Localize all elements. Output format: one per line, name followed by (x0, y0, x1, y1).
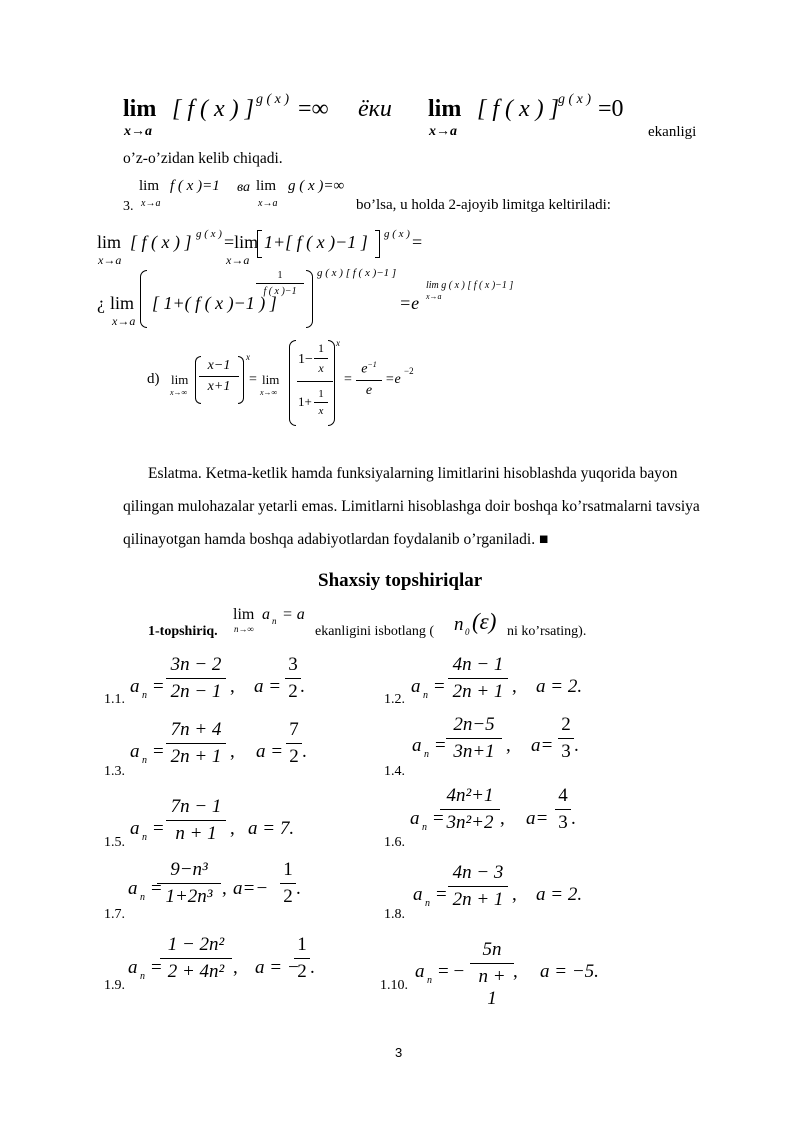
fraction-bar (356, 380, 382, 381)
sequence-subscript: n (140, 892, 145, 903)
lim-subscript-2: x→a (429, 124, 457, 139)
left-expression: [ f ( x ) ] (130, 232, 192, 252)
period: . (300, 676, 305, 697)
limit-value: = a (282, 606, 305, 623)
numerator: 1 (318, 341, 324, 355)
fraction (199, 358, 239, 395)
comma: , (230, 676, 235, 697)
inner-expression: 1+[ f ( x )−1 ] (264, 232, 368, 252)
fraction-bar (314, 402, 328, 403)
comma: , (230, 741, 235, 762)
fraction-bar (166, 678, 226, 679)
fraction (470, 939, 514, 1010)
comma: , (233, 957, 238, 978)
equals-e: =e (385, 372, 401, 387)
fraction-bar (160, 958, 232, 959)
limit-value: a= (531, 735, 554, 756)
fraction (448, 862, 508, 911)
period: . (302, 741, 307, 762)
fraction (166, 796, 226, 845)
denominator: x (318, 405, 324, 417)
sequence-term: a (415, 961, 425, 982)
limit-fraction (280, 859, 296, 908)
sequence-term: a (411, 676, 421, 697)
limit-value: a = (254, 676, 282, 697)
limit-value: a = 2. (536, 676, 583, 697)
fraction (448, 654, 508, 703)
outer-exponent: g ( x ) [ f ( x )−1 ] (317, 267, 397, 279)
denominator: x+1 (207, 379, 231, 394)
limit-value: a= (526, 808, 549, 829)
fraction-bar (314, 358, 328, 359)
fraction (440, 785, 500, 834)
right-paren-2 (328, 340, 335, 426)
fraction (157, 859, 221, 908)
inner-expression: [ 1+( f ( x )−1 ) ] (152, 293, 277, 313)
fraction-bar (448, 678, 508, 679)
exercise-number: 1.9. (104, 978, 125, 993)
left-bracket (257, 230, 262, 258)
sequence-term: a (128, 957, 138, 978)
lim-subscript: x→∞ (170, 388, 188, 397)
fraction-bar (448, 886, 508, 887)
lim-label: lim (233, 606, 255, 623)
denominator: 2n + 1 (452, 681, 504, 702)
limit-value: a=− (233, 878, 269, 899)
sequence-subscript: n (423, 690, 428, 701)
limit-fraction (294, 934, 310, 983)
equals-infinity: =∞ (298, 96, 329, 122)
denominator: x (318, 361, 324, 375)
note-line-3: qilinayotgan hamda boshqa adabiyotlardan foydalanib o’rganiladi. ■ (123, 531, 549, 548)
sequence-term: a (410, 808, 420, 829)
sequence-term: a (128, 878, 138, 899)
item-number: 3. (123, 199, 134, 214)
equals-sign: = (151, 957, 162, 978)
equals-sign: = (249, 372, 257, 387)
fraction (166, 654, 226, 703)
comma: , (222, 878, 227, 899)
result-fraction (356, 360, 382, 399)
denominator: 3 (558, 812, 568, 833)
item-label: d) (147, 371, 160, 387)
period: . (574, 735, 579, 756)
sequence-subscript: n (427, 975, 432, 986)
sequence-term: a (130, 818, 140, 839)
exercise-number: 1.1. (104, 692, 125, 707)
inner-exponent-fraction (256, 270, 304, 297)
prefix-symbol: ¿ (97, 293, 105, 313)
inner-denominator-fraction (314, 388, 328, 417)
and-word: ва (237, 180, 250, 195)
fraction-bar (166, 820, 226, 821)
lim-subscript-2: x→∞ (260, 388, 278, 397)
limit-value: a = (256, 741, 284, 762)
numerator: 5n (482, 939, 502, 960)
inner-denominator-prefix: 1+ (298, 394, 312, 409)
limit-fraction (286, 719, 302, 768)
equals-sign: = (412, 232, 423, 252)
numerator: 3 (288, 654, 298, 675)
inner-numerator-fraction (314, 341, 328, 376)
numerator: x−1 (207, 358, 231, 373)
condition-1: f ( x )=1 (170, 178, 220, 194)
numerator: 9−n³ (170, 859, 208, 880)
result-exponent: −2 (404, 366, 414, 376)
denominator: 1+2n³ (165, 886, 213, 907)
note-line-2: qilingan mulohazalar yetarli emas. Limitlarni hisoblashga doir boshqa ko’rsatmalarni tavsiya (123, 498, 700, 515)
comma: , (513, 961, 518, 982)
denominator: 3 (561, 741, 571, 762)
section-title: Shaxsiy topshiriqlar (318, 570, 483, 591)
limit-value: a = 7. (248, 818, 295, 839)
limit-value: a = − (255, 957, 300, 978)
fraction-bar (285, 678, 301, 679)
comma: , (512, 676, 517, 697)
exercise-number: 1.10. (380, 978, 408, 993)
sequence-subscript: n (142, 755, 147, 766)
ekanligi-text: ekanligi (648, 124, 697, 140)
denominator: n + 1 (175, 823, 217, 844)
limit-fraction (285, 654, 301, 703)
lim-label-2: lim (256, 178, 277, 194)
sequence-term: a (412, 735, 422, 756)
limit-fraction (555, 785, 571, 834)
task-label: 1-topshiriq. (148, 624, 218, 639)
sequence-subscript: n (424, 749, 429, 760)
fraction (166, 719, 226, 768)
fraction-bar (166, 743, 226, 744)
exercise-number: 1.6. (384, 835, 405, 850)
page-number: 3 (395, 1045, 403, 1060)
lim-subscript: x→a (112, 314, 136, 328)
exercise-number: 1.2. (384, 692, 405, 707)
task-text: ekanligini isbotlang ( (315, 624, 434, 639)
n0-subscript: 0 (465, 627, 470, 637)
fraction (446, 714, 502, 763)
task-text-end: ni ko’rsating). (507, 624, 587, 639)
lim-label: lim (97, 232, 122, 252)
fraction-bar (555, 809, 571, 810)
lim-label: lim (171, 372, 189, 387)
fraction-bar (470, 963, 514, 964)
equals-lim: =lim (224, 232, 259, 252)
equals-sign: = (151, 878, 162, 899)
equals-sign: = (435, 735, 446, 756)
comma: , (506, 735, 511, 756)
denominator: 2n + 1 (452, 889, 504, 910)
fraction-numerator: 1 (277, 270, 283, 281)
numerator: 7n + 4 (170, 719, 222, 740)
lim-subscript: x→a (124, 124, 152, 139)
fraction-bar (256, 283, 304, 284)
lim-label-2: lim (262, 372, 280, 387)
equals-zero: =0 (598, 96, 624, 122)
limit-value: a = 2. (536, 884, 583, 905)
equals-sign: = − (438, 961, 465, 982)
sequence-subscript: n (142, 832, 147, 843)
denominator: 2 + 4n² (167, 961, 225, 982)
lim-subscript: x→a (141, 198, 161, 209)
right-paren (238, 356, 244, 404)
sequence-subscript: n (140, 971, 145, 982)
bracket-expression: [ f ( x ) ] (172, 96, 254, 122)
numerator: 4n − 3 (452, 862, 504, 883)
numerator: 1 (283, 859, 293, 880)
numerator: 1 − 2n² (167, 934, 225, 955)
lim-subscript: n→∞ (234, 624, 254, 634)
item-text: bo’lsa, u holda 2-ajoyib limitga keltiriladi: (356, 197, 611, 213)
fraction-bar (440, 809, 500, 810)
numerator: $e^{-1}$ (361, 360, 377, 377)
lim-label: lim (110, 293, 135, 313)
fraction (160, 934, 232, 983)
exponent: g ( x ) (256, 92, 290, 107)
note-line-1: Eslatma. Ketma-ketlik hamda funksiyalarning limitlarini hisoblashda yuqorida bayon (148, 465, 678, 482)
exercise-number: 1.5. (104, 835, 125, 850)
fraction-denominator: f ( x )−1 (263, 286, 297, 297)
period: . (571, 808, 576, 829)
comma: , (512, 884, 517, 905)
fraction-bar (280, 883, 296, 884)
or-word: ёки (358, 96, 392, 122)
equals-sign-2: = (344, 372, 352, 387)
exercise-number: 1.3. (104, 764, 125, 779)
e-exponent: lim g ( x ) [ f ( x )−1 ] (426, 280, 514, 291)
inner-numerator-prefix: 1− (298, 352, 313, 367)
exercise-number: 1.8. (384, 907, 405, 922)
denominator: n + 1 (478, 966, 506, 1009)
period: . (310, 957, 315, 978)
sequence-term: a (130, 676, 140, 697)
exercise-number: 1.4. (384, 764, 405, 779)
fraction-bar (286, 743, 302, 744)
lim-subscript-2: x→a (258, 198, 278, 209)
lim-label-2: lim (428, 96, 462, 122)
lim-label: lim (123, 96, 157, 122)
equals-sign: = (153, 818, 164, 839)
sequence-term: a (262, 606, 270, 623)
denominator: 2n − 1 (170, 681, 222, 702)
sequence-subscript: n (142, 690, 147, 701)
denominator: 2 (288, 681, 298, 702)
comma: , (500, 808, 505, 829)
limit-value: a = −5. (540, 961, 599, 982)
limit-fraction (558, 714, 574, 763)
fraction-bar (294, 958, 310, 959)
period: . (296, 878, 301, 899)
sequence-subscript: n (272, 616, 277, 626)
paragraph-line: o’z-o’zidan kelib chiqadi. (123, 150, 283, 167)
denominator: 2 (283, 886, 293, 907)
sequence-term: a (130, 741, 140, 762)
n0-symbol: n (454, 614, 464, 635)
numerator: 2 (561, 714, 571, 735)
sequence-subscript: n (425, 898, 430, 909)
right-bracket (375, 230, 380, 258)
sequence-term: a (413, 884, 423, 905)
equals-sign: = (434, 676, 445, 697)
numerator: 4 (558, 785, 568, 806)
e-exponent-subscript: x→a (426, 292, 442, 301)
epsilon: (ε) (472, 609, 497, 634)
fraction-bar (157, 883, 221, 884)
denominator: e (365, 382, 373, 398)
lim-subscript: x→a (98, 253, 122, 267)
numerator: 7 (289, 719, 299, 740)
numerator: 1 (297, 934, 307, 955)
exponent: g ( x ) (196, 228, 222, 240)
numerator: 1 (318, 388, 324, 400)
fraction-bar (446, 738, 502, 739)
left-brace (140, 270, 147, 328)
exponent-2: g ( x ) (384, 228, 410, 240)
numerator: 4n²+1 (446, 785, 494, 806)
fraction-bar (199, 376, 239, 377)
equals-sign: = (433, 808, 444, 829)
sequence-subscript: n (422, 822, 427, 833)
numerator: 2n−5 (453, 714, 495, 735)
denominator: 2 (297, 961, 307, 982)
bracket-expression-2: [ f ( x ) ] (477, 96, 559, 122)
equals-sign: = (436, 884, 447, 905)
equals-sign: = (153, 741, 164, 762)
comma: , (230, 818, 235, 839)
lim-subscript-2: x→a (226, 253, 250, 267)
condition-2: g ( x )=∞ (288, 178, 345, 194)
exponent: x (246, 352, 250, 362)
lim-label: lim (139, 178, 160, 194)
numerator: 3n − 2 (170, 654, 222, 675)
fraction-bar (558, 738, 574, 739)
exponent-2: x (336, 338, 340, 348)
denominator: 3n²+2 (446, 812, 494, 833)
numerator: 7n − 1 (170, 796, 222, 817)
denominator: 2n + 1 (170, 746, 222, 767)
equals-e: =e (399, 293, 420, 313)
exercise-number: 1.7. (104, 907, 125, 922)
denominator: 3n+1 (453, 741, 495, 762)
equals-sign: = (153, 676, 164, 697)
right-brace (306, 270, 313, 328)
denominator: 2 (289, 746, 299, 767)
exponent-2: g ( x ) (558, 92, 592, 107)
left-paren-2 (289, 340, 296, 426)
numerator: 4n − 1 (452, 654, 504, 675)
